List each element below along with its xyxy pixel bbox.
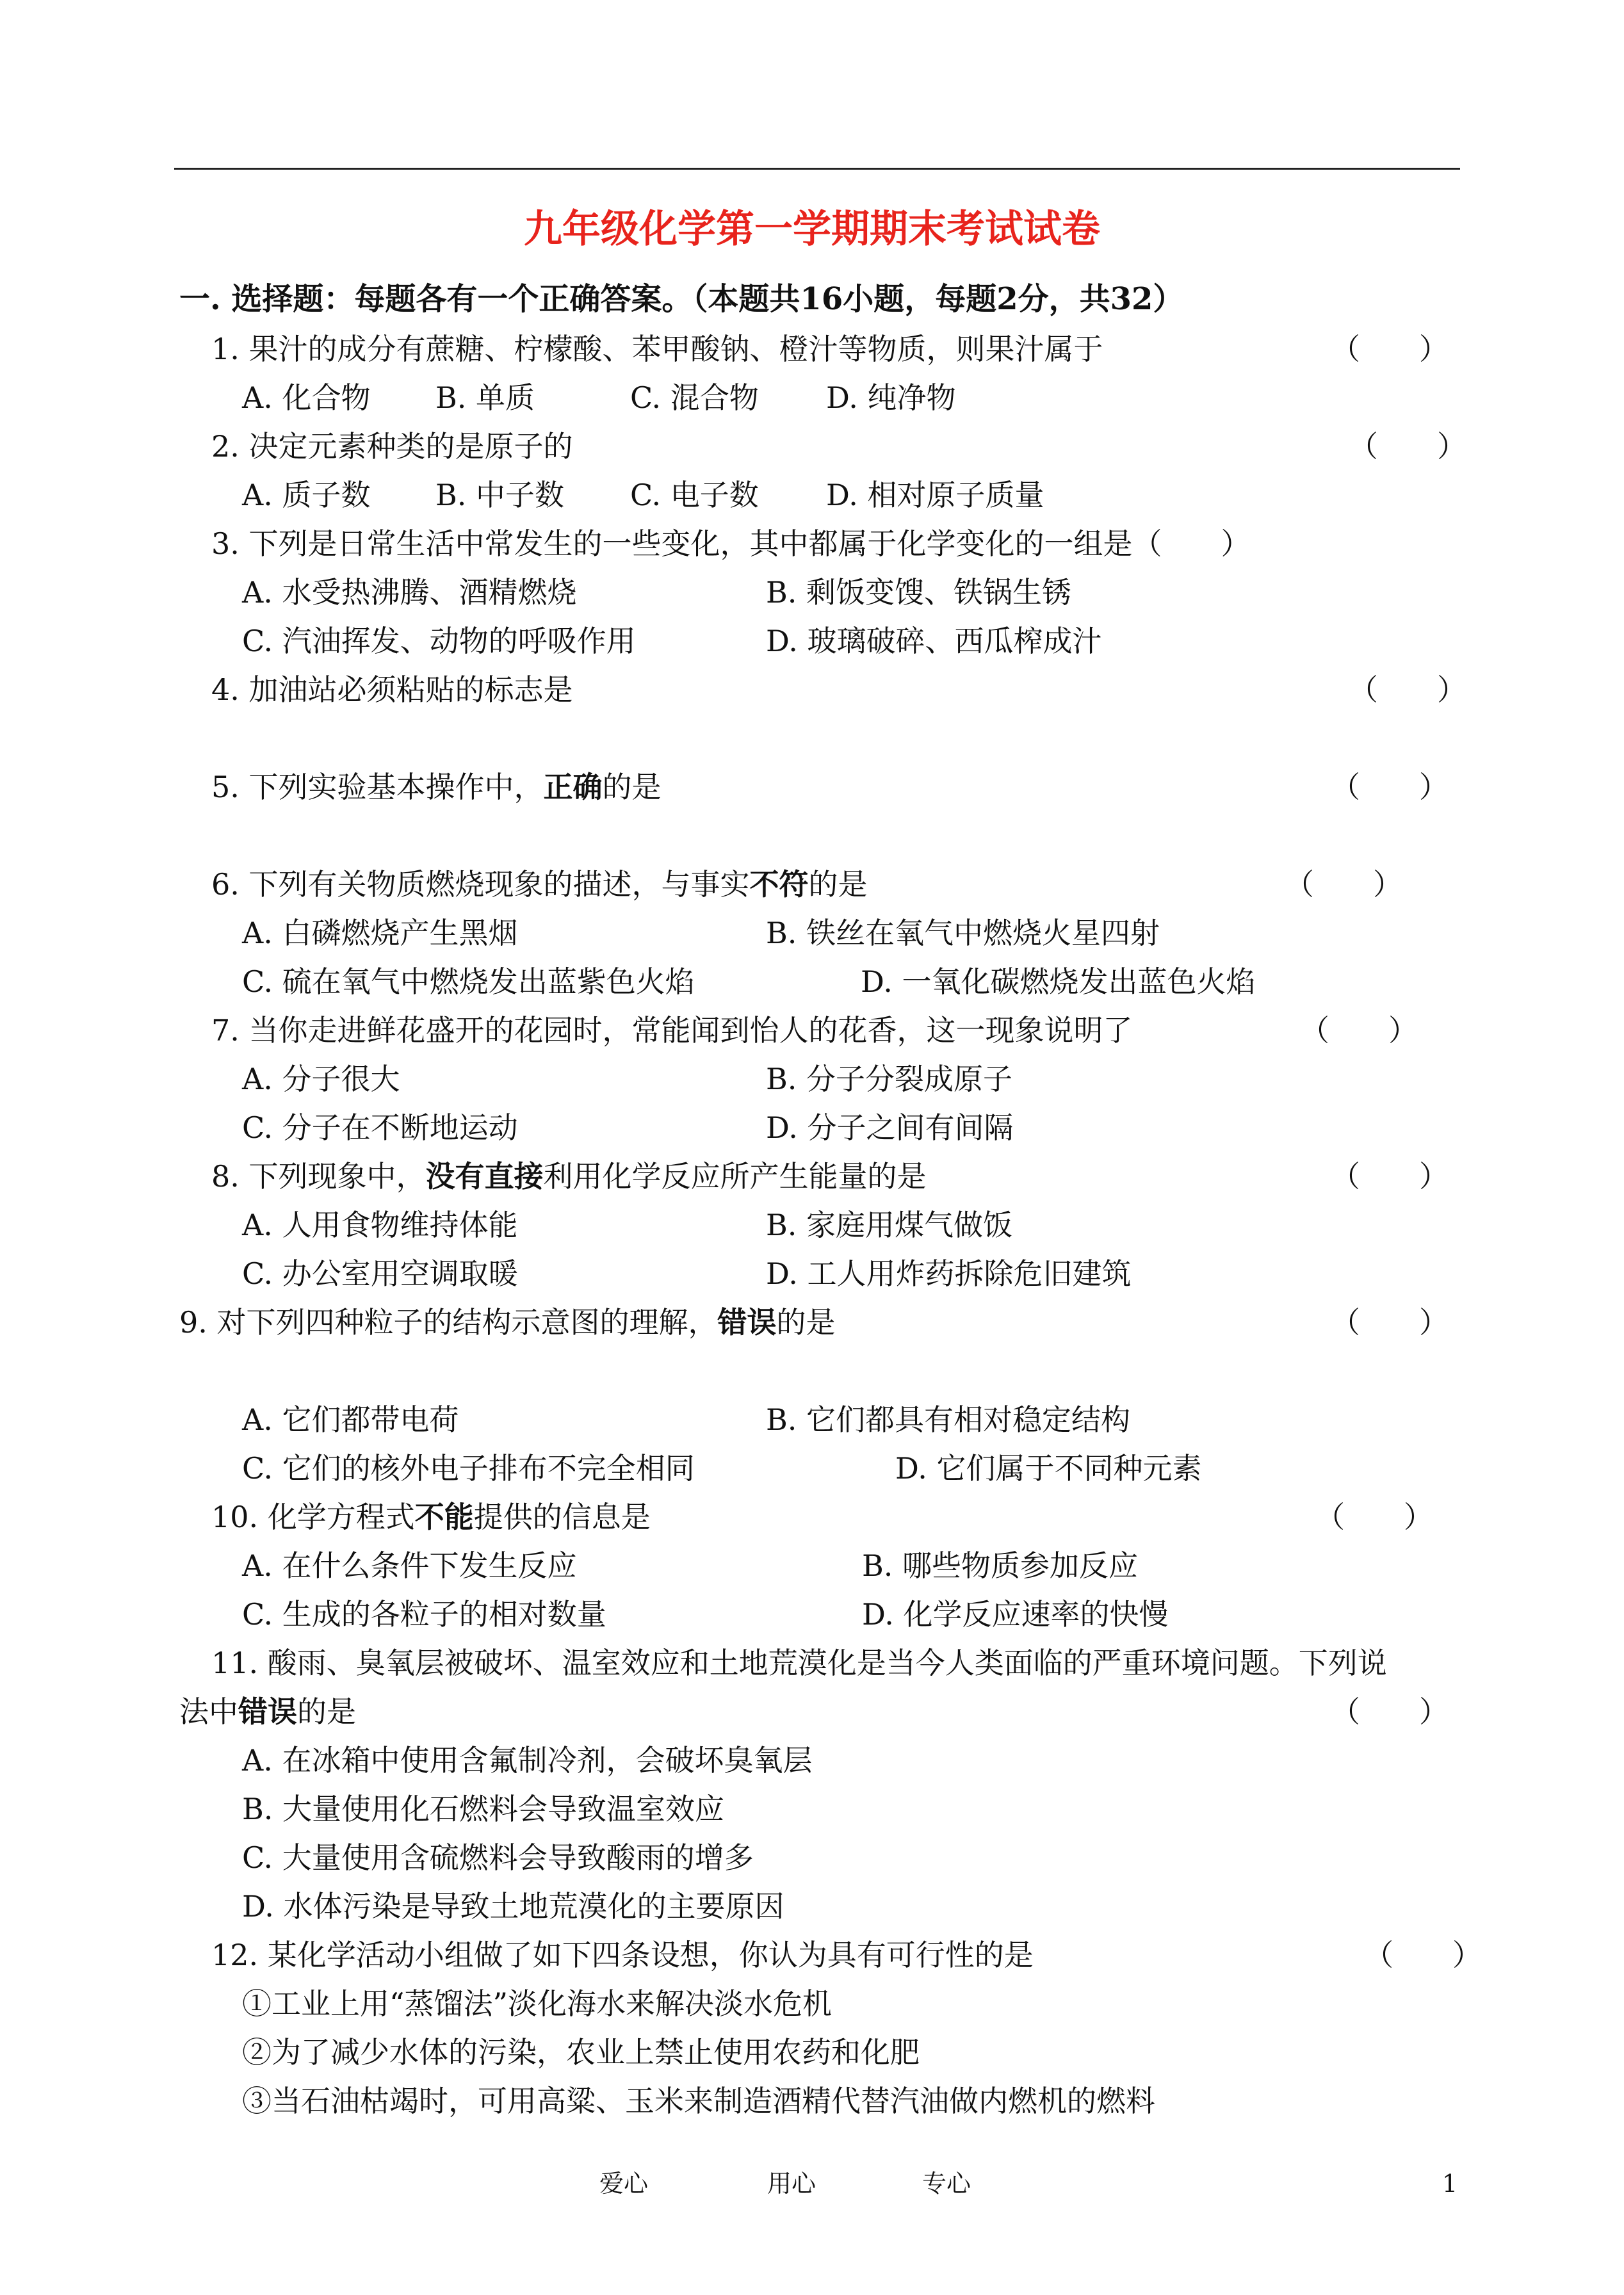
emphasis: 不符 <box>749 867 809 902</box>
question-text: 的是 <box>776 1305 836 1340</box>
question-text: 某化学活动小组做了如下四条设想，你认为具有可行性的是 <box>267 1938 1034 1972</box>
question-text: 对下列四种粒子的结构示意图的理解， <box>216 1305 718 1340</box>
option: B. 分子分裂成原子 <box>766 1062 1013 1096</box>
option: C. 分子在不断地运动 <box>242 1110 518 1145</box>
option: B. 铁丝在氧气中燃烧火星四射 <box>766 916 1160 950</box>
question-10 <box>211 1495 651 1539</box>
option: C. 生成的各粒子的相对数量 <box>242 1597 606 1632</box>
list-item: ③当石油枯竭时，可用高粱、玉米来制造酒精代替汽油做内燃机的燃料 <box>242 2084 1155 2118</box>
option: A. 在什么条件下发生反应 <box>242 1548 577 1583</box>
question-11-cont <box>179 1689 356 1734</box>
option: B. 它们都具有相对稳定结构 <box>766 1402 1131 1437</box>
option: A. 分子很大 <box>242 1062 400 1096</box>
option: C. 大量使用含硫燃料会导致酸雨的增多 <box>242 1840 754 1875</box>
list-item: ②为了减少水体的污染，农业上禁止使用农药和化肥 <box>242 2035 920 2070</box>
emphasis: 正确 <box>543 770 603 804</box>
footer-word: 用心 <box>767 2169 816 2198</box>
question-text: 下列有关物质燃烧现象的描述，与事实 <box>248 867 750 902</box>
answer-blank: （ ） <box>1331 332 1449 366</box>
question-8 <box>211 1154 927 1199</box>
option: A. 化合物 <box>242 380 371 415</box>
question-number: 12. <box>211 1938 259 1972</box>
question-text: 酸雨、臭氧层被破坏、温室效应和土地荒漠化是当今人类面临的严重环境问题。下列说 <box>267 1646 1387 1680</box>
option: A. 质子数 <box>242 478 371 512</box>
question-number: 11. <box>211 1646 259 1680</box>
answer-blank: （ ） <box>1364 1938 1482 1972</box>
option: A. 水受热沸腾、酒精燃烧 <box>242 575 577 610</box>
question-text: 下列是日常生活中常发生的一些变化，其中都属于化学变化的一组是（ ） <box>248 526 1251 561</box>
question-1 <box>211 327 1103 371</box>
question-number: 1. <box>211 332 240 366</box>
answer-blank: （ ） <box>1349 429 1466 464</box>
option: C. 硫在氧气中燃烧发出蓝紫色火焰 <box>242 964 695 999</box>
option: B. 中子数 <box>435 478 565 512</box>
option: D. 工人用炸药拆除危旧建筑 <box>766 1256 1132 1291</box>
question-7 <box>211 1008 1133 1053</box>
page-title: 九年级化学第一学期期末考试试卷 <box>524 207 1100 252</box>
question-text: 下列实验基本操作中， <box>248 770 544 804</box>
option: B. 家庭用煤气做饭 <box>766 1208 1013 1242</box>
question-6 <box>211 862 868 907</box>
question-text: 法中 <box>179 1694 238 1729</box>
question-11 <box>211 1641 1387 1685</box>
question-number: 7. <box>211 1013 240 1048</box>
footer-word: 专心 <box>922 2169 971 2198</box>
question-number: 8. <box>211 1159 240 1194</box>
option: C. 办公室用空调取暖 <box>242 1256 518 1291</box>
answer-blank: （ ） <box>1349 672 1466 707</box>
header-rule <box>174 168 1460 170</box>
option: D. 一氧化碳燃烧发出蓝色火焰 <box>861 964 1256 999</box>
answer-blank: （ ） <box>1331 1694 1449 1729</box>
option: C. 电子数 <box>630 478 759 512</box>
option: B. 哪些物质参加反应 <box>862 1548 1139 1583</box>
emphasis: 错误 <box>717 1305 777 1340</box>
question-12 <box>211 1933 1034 1977</box>
footer-word: 爱心 <box>599 2169 649 2198</box>
option: D. 相对原子质量 <box>826 478 1044 512</box>
option: C. 混合物 <box>630 380 759 415</box>
question-4 <box>211 667 573 712</box>
page-number: 1 <box>1442 2169 1458 2198</box>
answer-blank: （ ） <box>1285 867 1402 902</box>
question-3 <box>211 521 1251 566</box>
question-number: 3. <box>211 526 240 561</box>
question-9 <box>179 1300 836 1345</box>
question-text: 利用化学反应所产生能量的是 <box>543 1159 927 1194</box>
option: D. 它们属于不同种元素 <box>895 1451 1202 1486</box>
option: A. 在冰箱中使用含氟制冷剂，会破坏臭氧层 <box>242 1743 813 1778</box>
answer-blank: （ ） <box>1331 770 1449 804</box>
option: B. 剩饭变馊、铁锅生锈 <box>766 575 1072 610</box>
option: A. 人用食物维持体能 <box>242 1208 518 1242</box>
question-number: 2. <box>211 429 240 464</box>
question-text: 提供的信息是 <box>473 1500 651 1534</box>
option: C. 它们的核外电子排布不完全相同 <box>242 1451 695 1486</box>
option: D. 玻璃破碎、西瓜榨成汁 <box>766 624 1102 658</box>
question-number: 10. <box>211 1500 259 1534</box>
question-text: 的是 <box>297 1694 356 1729</box>
emphasis: 不能 <box>414 1500 474 1534</box>
option: D. 纯净物 <box>826 380 956 415</box>
option: B. 单质 <box>435 380 535 415</box>
question-number: 4. <box>211 672 240 707</box>
question-text: 下列现象中， <box>248 1159 426 1194</box>
answer-blank: （ ） <box>1315 1500 1433 1534</box>
question-text: 加油站必须粘贴的标志是 <box>248 672 573 707</box>
question-text: 当你走进鲜花盛开的花园时，常能闻到怡人的花香，这一现象说明了 <box>248 1013 1133 1048</box>
question-text: 果汁的成分有蔗糖、柠檬酸、苯甲酸钠、橙汁等物质，则果汁属于 <box>248 332 1103 366</box>
question-2 <box>211 424 573 469</box>
option: D. 分子之间有间隔 <box>766 1110 1014 1145</box>
list-item: ①工业上用“蒸馏法”淡化海水来解决淡水危机 <box>242 1986 832 2021</box>
option: A. 白磷燃烧产生黑烟 <box>242 916 518 950</box>
answer-blank: （ ） <box>1300 1013 1418 1048</box>
question-number: 9. <box>179 1305 207 1340</box>
option: A. 它们都带电荷 <box>242 1402 459 1437</box>
question-number: 5. <box>211 770 240 804</box>
question-text: 的是 <box>808 867 868 902</box>
answer-blank: （ ） <box>1331 1305 1449 1340</box>
question-5 <box>211 765 662 809</box>
emphasis: 没有直接 <box>425 1159 544 1194</box>
question-text: 化学方程式 <box>267 1500 415 1534</box>
option: C. 汽油挥发、动物的呼吸作用 <box>242 624 636 658</box>
question-text: 的是 <box>602 770 662 804</box>
option: D. 水体污染是导致土地荒漠化的主要原因 <box>242 1889 784 1924</box>
question-number: 6. <box>211 867 240 902</box>
section-heading: 一. 选择题：每题各有一个正确答案。（本题共16小题，每题2分，共32） <box>179 281 1184 317</box>
option: B. 大量使用化石燃料会导致温室效应 <box>242 1792 725 1826</box>
emphasis: 错误 <box>238 1694 297 1729</box>
question-text: 决定元素种类的是原子的 <box>248 429 573 464</box>
option: D. 化学反应速率的快慢 <box>862 1597 1169 1632</box>
answer-blank: （ ） <box>1331 1159 1449 1194</box>
